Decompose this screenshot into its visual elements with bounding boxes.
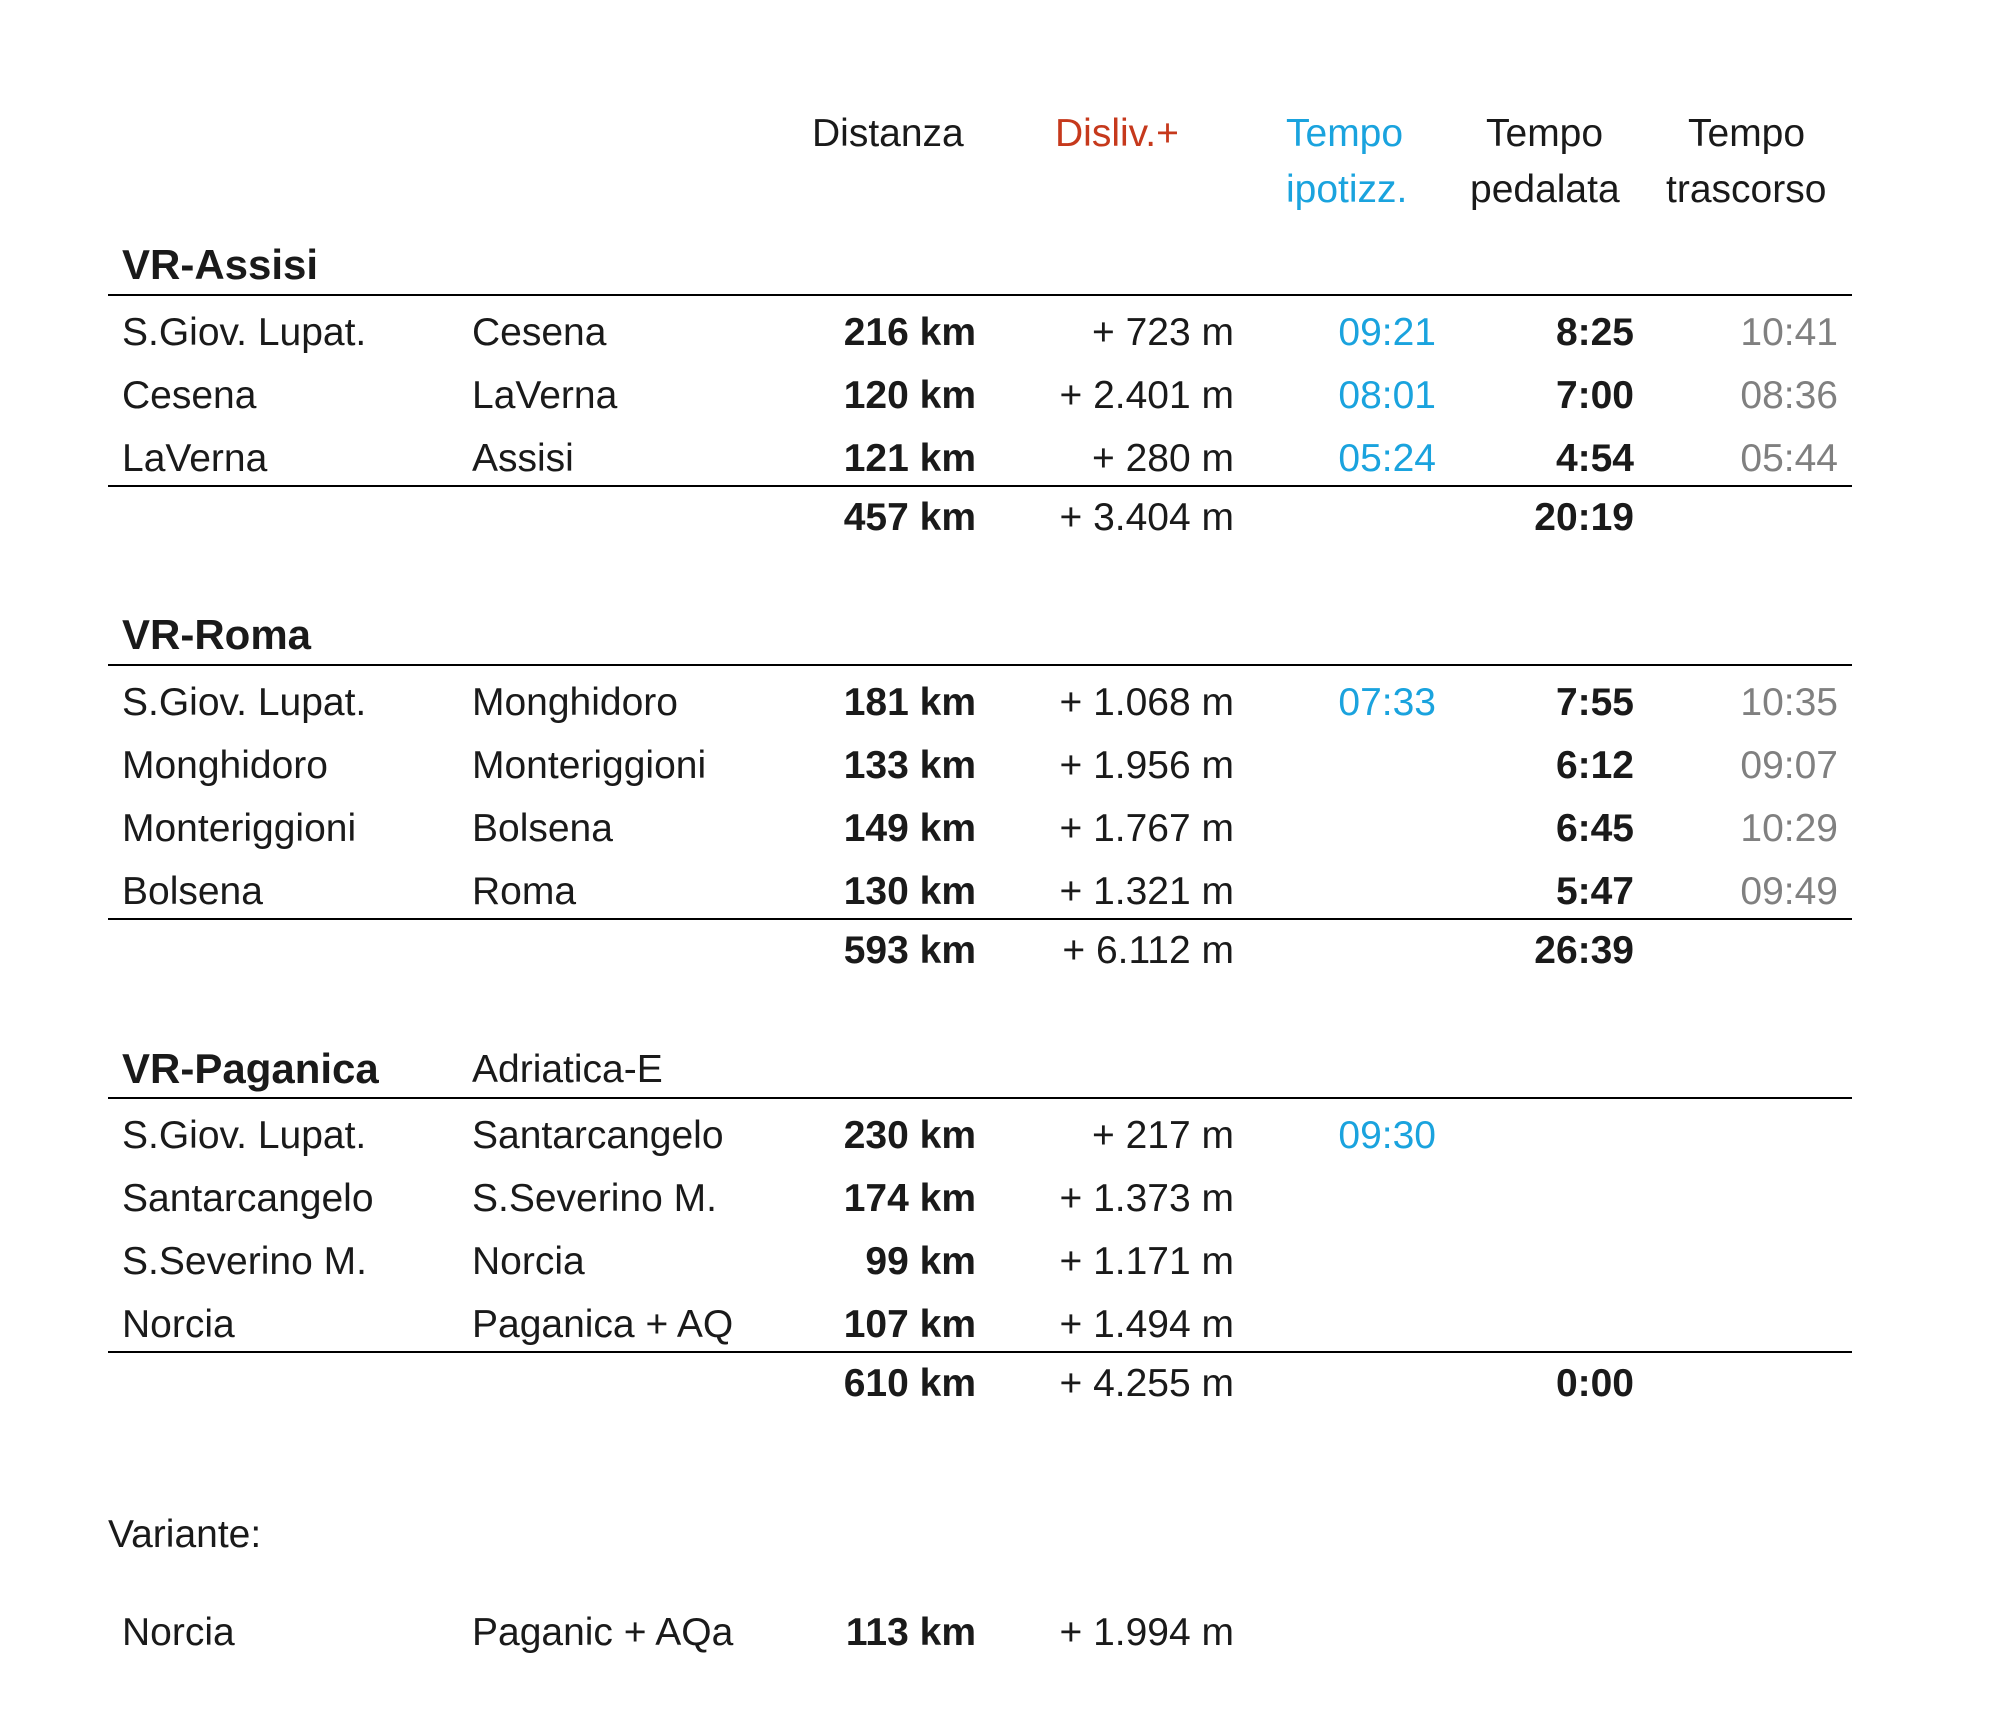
header-tempo-pedalata-2: pedalata bbox=[1470, 168, 1620, 211]
elevation-cell: + 1.321 m bbox=[1059, 870, 1234, 913]
to-cell: Assisi bbox=[472, 437, 574, 480]
section-title: VR-Assisi bbox=[122, 241, 319, 288]
header-tempo-ipotizzato-1: Tempo bbox=[1286, 112, 1404, 155]
to-cell: Santarcangelo bbox=[472, 1114, 724, 1157]
variante-label: Variante: bbox=[108, 1513, 262, 1556]
to-cell: Paganic + AQa bbox=[472, 1611, 734, 1654]
from-cell: S.Severino M. bbox=[122, 1240, 367, 1283]
to-cell: Paganica + AQ bbox=[472, 1303, 734, 1346]
total-divider bbox=[108, 1351, 1852, 1353]
estimated-time-cell: 08:01 bbox=[1338, 374, 1436, 417]
riding-time-cell: 7:55 bbox=[1555, 681, 1634, 724]
elevation-cell: + 1.068 m bbox=[1059, 681, 1234, 724]
section-title: VR-Roma bbox=[122, 611, 312, 658]
elevation-cell: + 2.401 m bbox=[1059, 374, 1234, 417]
section-title: VR-Paganica bbox=[122, 1045, 379, 1092]
header-tempo-pedalata-1: Tempo bbox=[1486, 112, 1604, 155]
estimated-time-cell: 09:30 bbox=[1338, 1114, 1436, 1157]
from-cell: S.Giov. Lupat. bbox=[122, 311, 367, 354]
distance-cell: 133 km bbox=[843, 744, 976, 787]
to-cell: S.Severino M. bbox=[472, 1177, 717, 1220]
distance-cell: 99 km bbox=[865, 1240, 976, 1283]
distance-cell: 149 km bbox=[843, 807, 976, 850]
elapsed-time-cell: 10:29 bbox=[1740, 807, 1838, 850]
header-tempo-trascorso-2: trascorso bbox=[1666, 168, 1827, 211]
riding-time-cell: 4:54 bbox=[1555, 437, 1634, 480]
elapsed-time-cell: 10:41 bbox=[1740, 311, 1838, 354]
distance-cell: 121 km bbox=[843, 437, 976, 480]
from-cell: S.Giov. Lupat. bbox=[122, 1114, 367, 1157]
elevation-cell: + 1.994 m bbox=[1059, 1611, 1234, 1654]
estimated-time-cell: 05:24 bbox=[1338, 437, 1436, 480]
total-riding-time: 0:00 bbox=[1555, 1362, 1634, 1405]
distance-cell: 113 km bbox=[845, 1611, 976, 1654]
distance-cell: 216 km bbox=[843, 311, 976, 354]
total-riding-time: 26:39 bbox=[1534, 929, 1634, 972]
from-cell: Norcia bbox=[122, 1611, 235, 1654]
distance-cell: 120 km bbox=[843, 374, 976, 417]
elevation-cell: + 280 m bbox=[1091, 437, 1234, 480]
header-dislivello: Disliv.+ bbox=[1055, 112, 1179, 155]
elapsed-time-cell: 08:36 bbox=[1740, 374, 1838, 417]
elevation-cell: + 1.494 m bbox=[1059, 1303, 1234, 1346]
distance-cell: 107 km bbox=[843, 1303, 976, 1346]
header-tempo-trascorso-1: Tempo bbox=[1688, 112, 1806, 155]
header-tempo-ipotizzato-2: ipotizz. bbox=[1286, 168, 1408, 211]
elevation-cell: + 217 m bbox=[1091, 1114, 1234, 1157]
from-cell: Monteriggioni bbox=[122, 807, 357, 850]
from-cell: Norcia bbox=[122, 1303, 235, 1346]
from-cell: Bolsena bbox=[122, 870, 263, 913]
to-cell: Monteriggioni bbox=[472, 744, 707, 787]
riding-time-cell: 5:47 bbox=[1555, 870, 1634, 913]
section-divider bbox=[108, 1097, 1852, 1099]
total-distance: 610 km bbox=[843, 1362, 976, 1405]
to-cell: LaVerna bbox=[472, 374, 618, 417]
from-cell: S.Giov. Lupat. bbox=[122, 681, 367, 724]
total-divider bbox=[108, 485, 1852, 487]
elevation-cell: + 1.171 m bbox=[1059, 1240, 1234, 1283]
elevation-cell: + 1.373 m bbox=[1059, 1177, 1234, 1220]
elevation-cell: + 723 m bbox=[1091, 311, 1234, 354]
elevation-cell: + 1.767 m bbox=[1059, 807, 1234, 850]
total-elevation: + 6.112 m bbox=[1062, 929, 1234, 972]
distance-cell: 181 km bbox=[843, 681, 976, 724]
from-cell: Monghidoro bbox=[122, 744, 328, 787]
riding-time-cell: 8:25 bbox=[1555, 311, 1634, 354]
section-subtitle: Adriatica-E bbox=[472, 1048, 663, 1091]
total-riding-time: 20:19 bbox=[1534, 496, 1634, 539]
total-distance: 593 km bbox=[843, 929, 976, 972]
from-cell: LaVerna bbox=[122, 437, 268, 480]
to-cell: Norcia bbox=[472, 1240, 585, 1283]
from-cell: Cesena bbox=[122, 374, 257, 417]
distance-cell: 174 km bbox=[843, 1177, 976, 1220]
elevation-cell: + 1.956 m bbox=[1059, 744, 1234, 787]
section-divider bbox=[108, 664, 1852, 666]
section-divider bbox=[108, 294, 1852, 296]
estimated-time-cell: 07:33 bbox=[1338, 681, 1436, 724]
distance-cell: 130 km bbox=[843, 870, 976, 913]
elapsed-time-cell: 10:35 bbox=[1740, 681, 1838, 724]
riding-time-cell: 7:00 bbox=[1555, 374, 1634, 417]
to-cell: Bolsena bbox=[472, 807, 613, 850]
header-distanza: Distanza bbox=[812, 112, 964, 155]
total-divider bbox=[108, 918, 1852, 920]
distance-cell: 230 km bbox=[843, 1114, 976, 1157]
estimated-time-cell: 09:21 bbox=[1338, 311, 1436, 354]
elapsed-time-cell: 05:44 bbox=[1740, 437, 1838, 480]
total-elevation: + 3.404 m bbox=[1059, 496, 1234, 539]
total-elevation: + 4.255 m bbox=[1059, 1362, 1234, 1405]
riding-time-cell: 6:45 bbox=[1555, 807, 1634, 850]
riding-time-cell: 6:12 bbox=[1555, 744, 1634, 787]
to-cell: Cesena bbox=[472, 311, 607, 354]
total-distance: 457 km bbox=[843, 496, 976, 539]
elapsed-time-cell: 09:07 bbox=[1740, 744, 1838, 787]
to-cell: Monghidoro bbox=[472, 681, 678, 724]
to-cell: Roma bbox=[472, 870, 577, 913]
elapsed-time-cell: 09:49 bbox=[1740, 870, 1838, 913]
from-cell: Santarcangelo bbox=[122, 1177, 374, 1220]
